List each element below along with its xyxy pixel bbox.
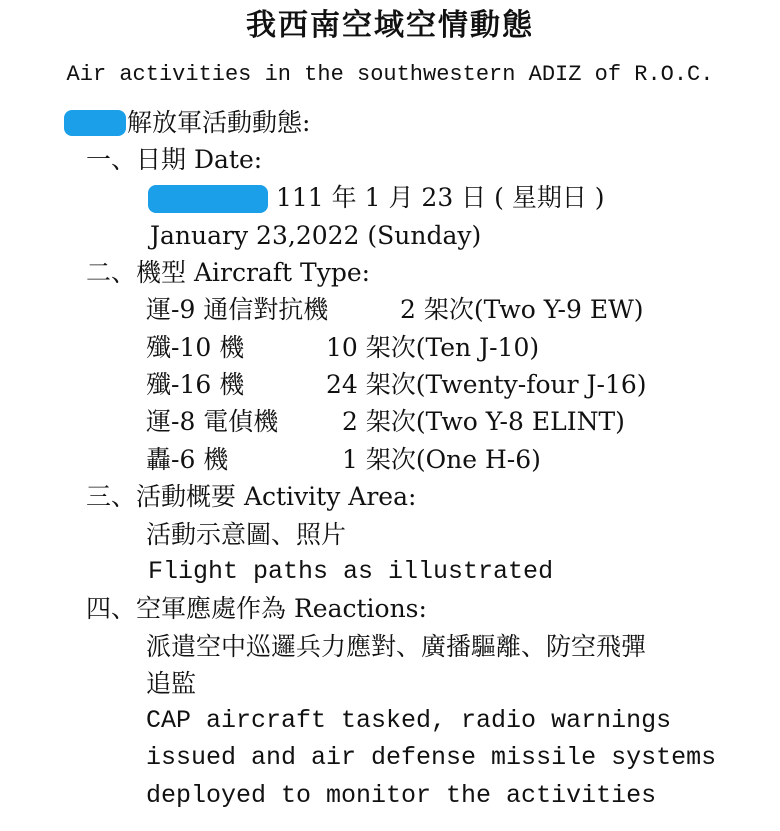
aircraft-count: 10 架次(Ten J-10) — [326, 333, 540, 362]
aircraft-type: 殲-10 機 — [146, 333, 245, 362]
page-subtitle: Air activities in the southwestern ADIZ of R.O.C. — [66, 62, 714, 87]
section-aircraft-heading: 二、機型 Aircraft Type: — [86, 258, 371, 287]
aircraft-count: 2 架次(Two Y-9 EW) — [400, 295, 644, 324]
date-chinese: 111 年 1 月 23 日 ( 星期日 ) — [276, 183, 605, 212]
aircraft-type: 轟-6 機 — [146, 445, 229, 474]
aircraft-type: 運-9 通信對抗機 — [146, 295, 329, 324]
reactions-chinese-line: 追監 — [146, 669, 197, 698]
aircraft-row — [146, 368, 766, 402]
aircraft-count: 24 架次(Twenty-four J-16) — [326, 370, 647, 399]
activity-chinese: 活動示意圖、照片 — [146, 520, 347, 549]
aircraft-count: 2 架次(Two Y-8 ELINT) — [342, 407, 625, 436]
aircraft-row — [146, 443, 766, 477]
aircraft-count: 1 架次(One H-6) — [342, 445, 541, 474]
redaction-mark — [64, 110, 126, 136]
aircraft-type: 殲-16 機 — [146, 370, 245, 399]
page-title: 我西南空域空情動態 — [246, 8, 534, 43]
reactions-chinese-line: 派遣空中巡邏兵力應對、廣播驅離、防空飛彈 — [146, 632, 647, 661]
reactions-english-line: deployed to monitor the activities — [146, 781, 657, 810]
aircraft-row — [146, 293, 766, 327]
reactions-english-line: CAP aircraft tasked, radio warnings — [146, 706, 672, 735]
redaction-mark — [148, 185, 268, 213]
date-english: January 23,2022 (Sunday) — [150, 221, 482, 250]
aircraft-row — [146, 405, 766, 439]
reactions-english-line: issued and air defense missile systems — [146, 743, 717, 772]
section-activity-heading: 三、活動概要 Activity Area: — [86, 482, 417, 511]
intro-label: 解放軍活動動態: — [127, 108, 311, 137]
section-reactions-heading: 四、空軍應處作為 Reactions: — [86, 594, 427, 623]
aircraft-row — [146, 331, 766, 365]
activity-english: Flight paths as illustrated — [148, 557, 554, 586]
aircraft-type: 運-8 電偵機 — [146, 407, 279, 436]
section-date-heading: 一、日期 Date: — [86, 145, 263, 174]
